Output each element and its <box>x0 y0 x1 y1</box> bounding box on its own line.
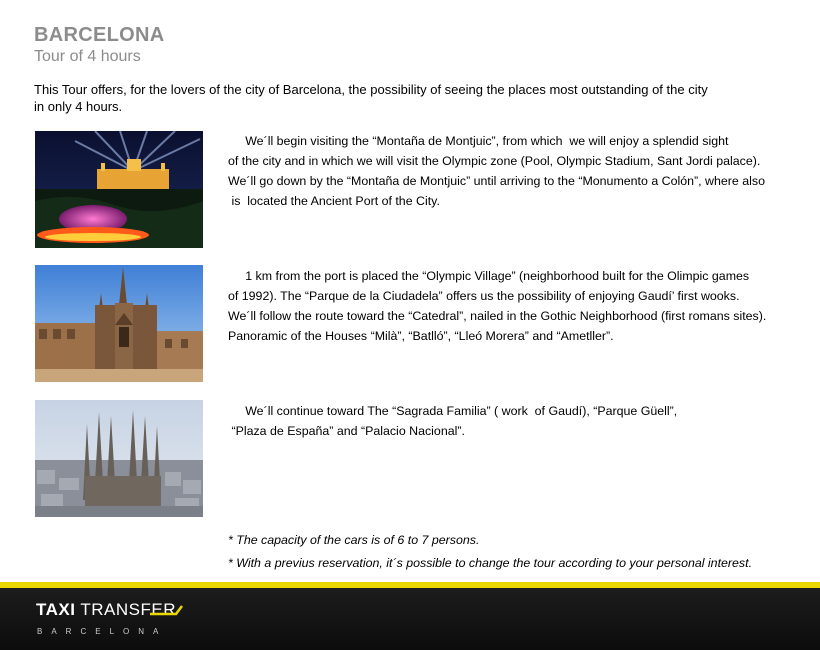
section-line: “Plaza de España” and “Palacio Nacional”. <box>228 424 465 438</box>
section-line: We´ll go down by the “Montaña de Montjuic” until arriving to the “Monumento a Colón”, where also <box>228 174 765 188</box>
section-line: Panoramic of the Houses “Milà”, “Batlló”, “Lleó Morera” and “Ametller”. <box>228 329 614 343</box>
section-text <box>228 131 808 211</box>
section-line: We´ll follow the route toward the “Catedral”, nailed in the Gothic Neighborhood (first romans sites). <box>228 309 767 323</box>
section-line: We´ll continue toward The “Sagrada Familia” ( work of Gaudí), “Parque Güell”, <box>228 404 678 418</box>
section-line: of the city and in which we will visit the Olympic zone (Pool, Olympic Stadium, Sant Jordi palace). <box>228 154 761 168</box>
page-title: BARCELONA <box>34 24 165 46</box>
barcelona-cathedral-photo <box>35 265 203 382</box>
section-text <box>228 266 808 346</box>
section-line: 1 km from the port is placed the “Olympic Village” (neighborhood built for the Olimpic games <box>228 269 750 283</box>
footer <box>0 582 820 650</box>
sagrada-familia-photo <box>35 400 203 517</box>
section-line: is located the Ancient Port of the City. <box>228 194 440 208</box>
logo-swoosh-icon <box>148 596 184 618</box>
notes <box>228 529 752 575</box>
section-line: of 1992). The “Parque de la Ciudadela” offers us the possibility of enjoying Gaudí’ first wooks. <box>228 289 740 303</box>
logo-sub: BARCELONA <box>37 627 168 636</box>
intro-line: This Tour offers, for the lovers of the city of Barcelona, the possibility of seeing the places most outstanding of the city <box>34 82 708 97</box>
section-text <box>228 401 808 441</box>
section-line: We´ll begin visiting the “Montaña de Montjuic”, from which we will enjoy a splendid sight <box>228 134 729 148</box>
intro-text <box>34 81 734 115</box>
taxi-transfer-logo <box>36 600 176 636</box>
note-reservation: * With a previus reservation, it´s possible to change the tour according to your personal interest. <box>228 556 753 570</box>
page-subtitle: Tour of 4 hours <box>34 48 141 65</box>
montjuic-night-fountain-photo <box>35 131 203 248</box>
intro-line: in only 4 hours. <box>34 99 123 114</box>
logo-bold: TAXI <box>36 600 76 619</box>
footer-stripe <box>0 582 820 588</box>
note-capacity: * The capacity of the cars is of 6 to 7 persons. <box>228 533 480 547</box>
logo-rest: TRANSFER <box>75 600 177 619</box>
